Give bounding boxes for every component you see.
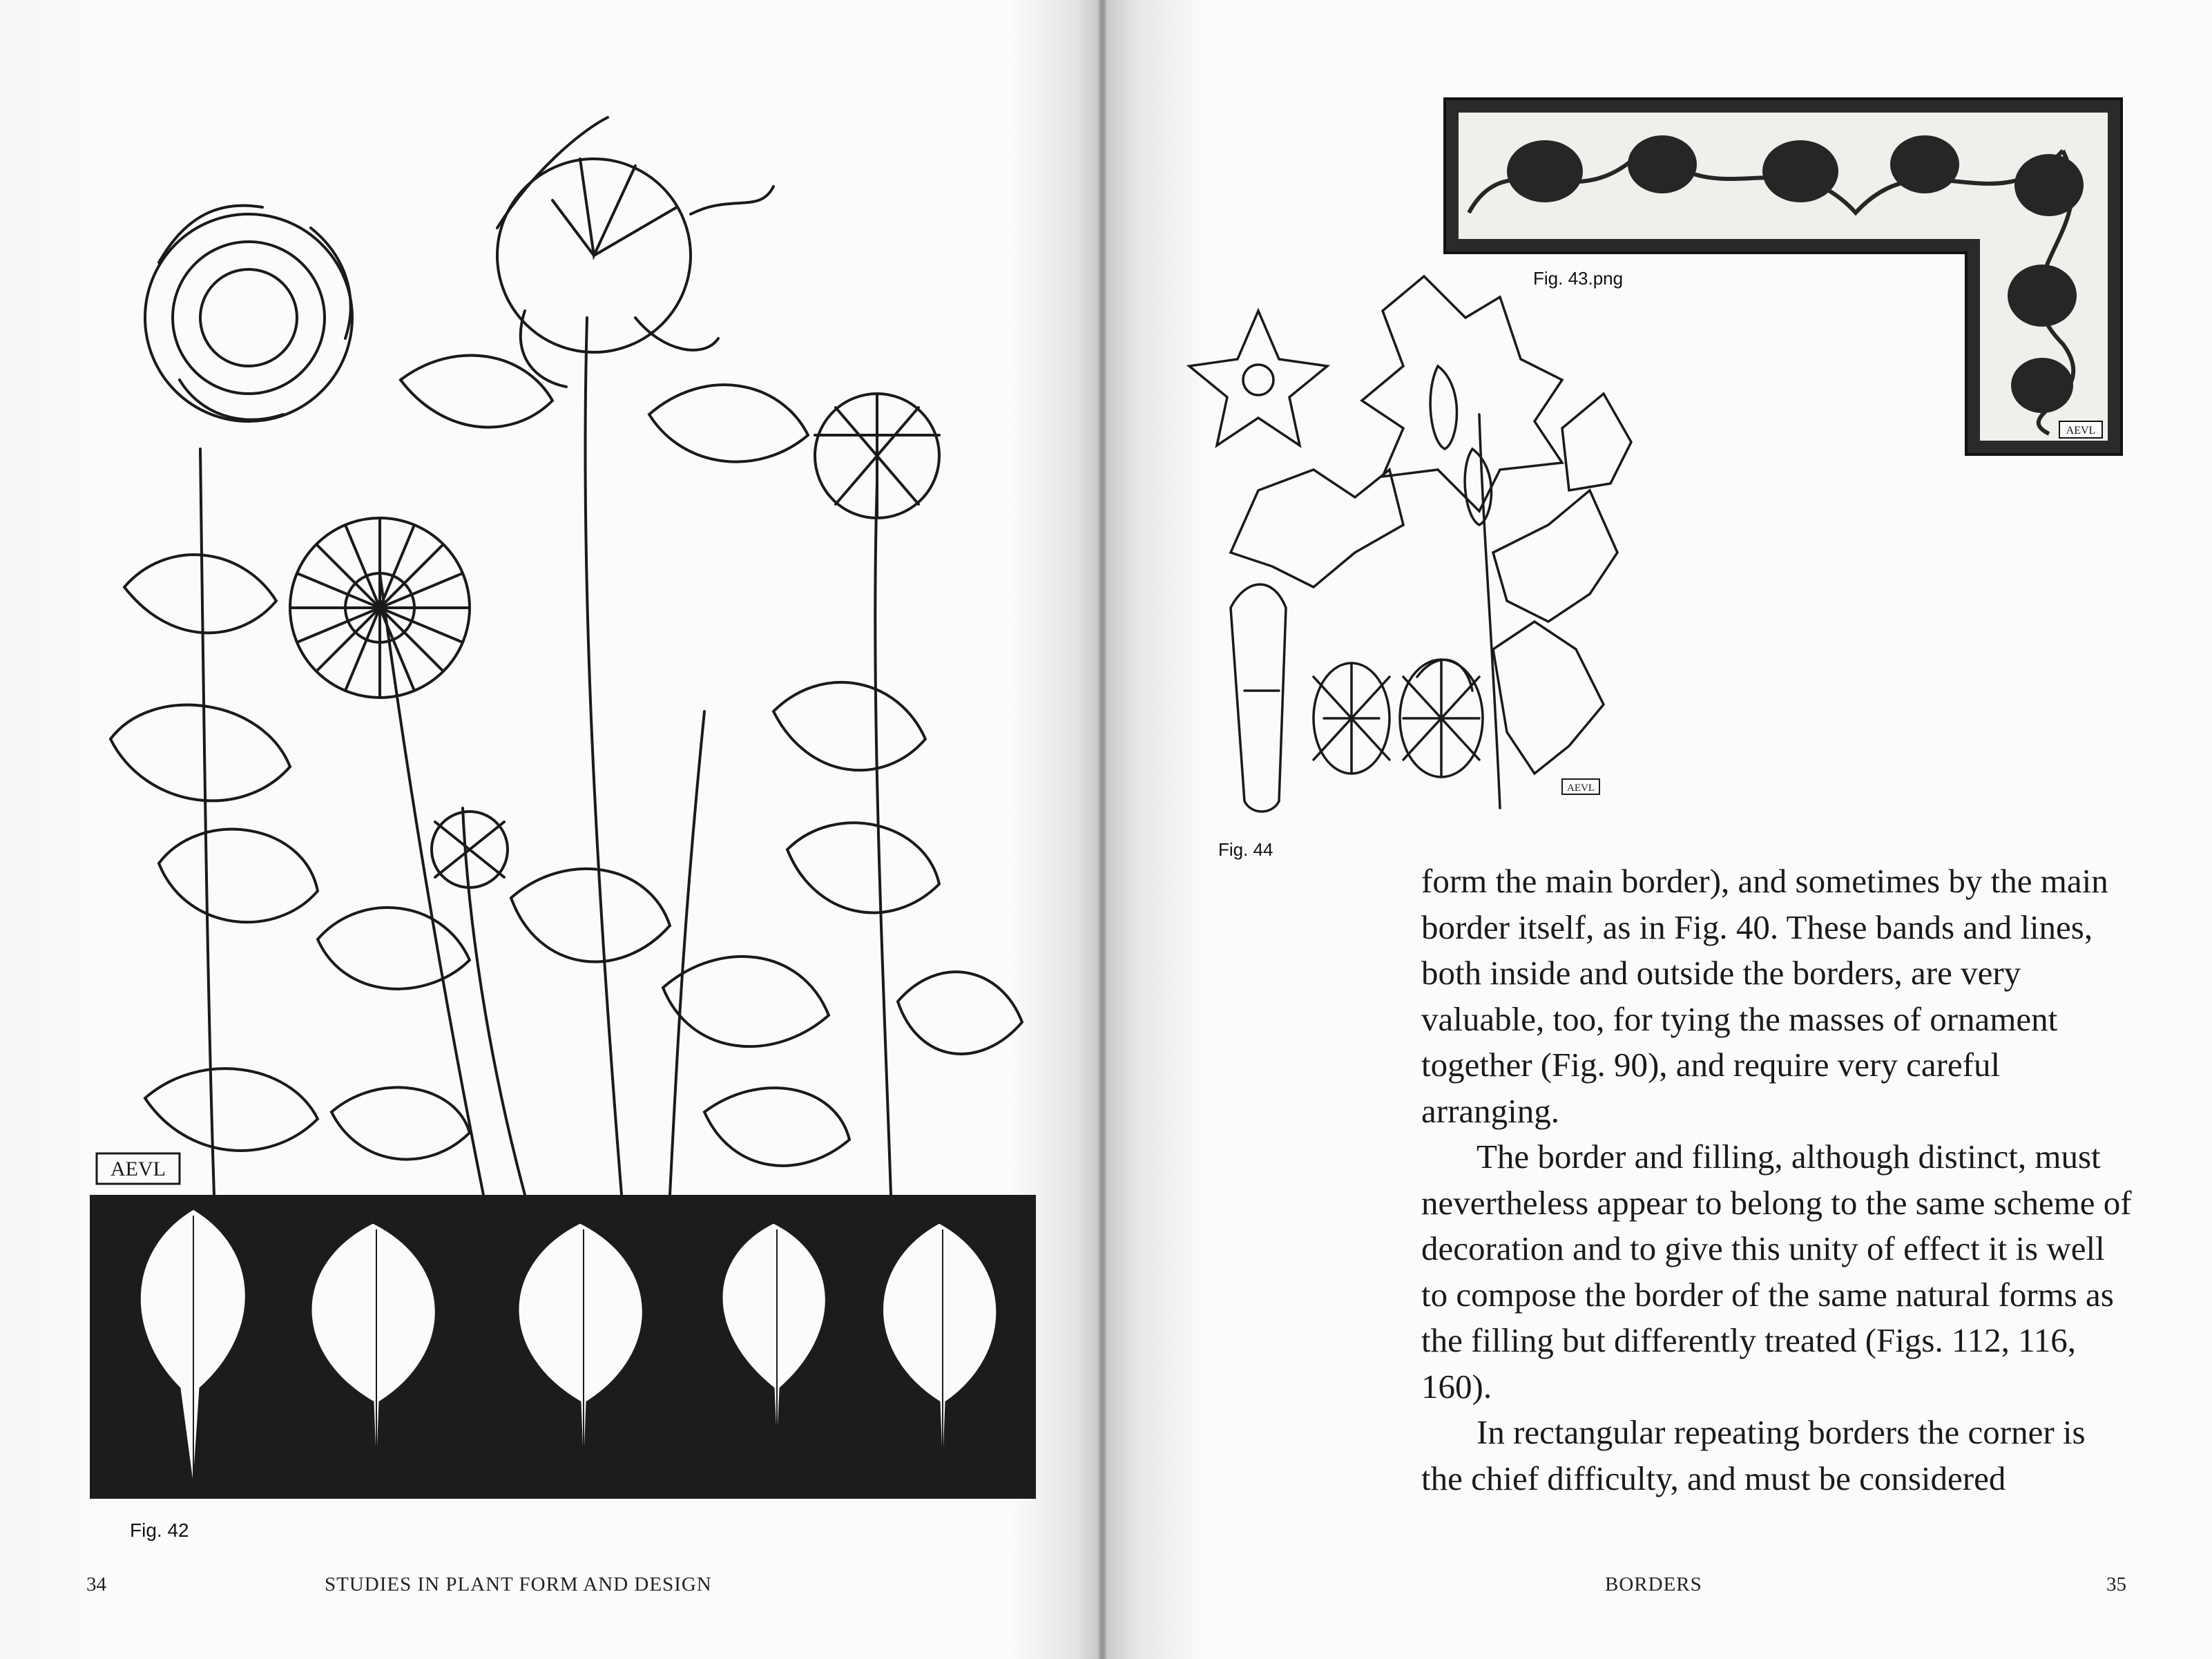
fig-42-monogram-label: AEVL (110, 1158, 166, 1180)
body-text (1421, 859, 2133, 1502)
fig-43-monogram-label: AEVL (2066, 425, 2096, 437)
running-head-right: BORDERS (1605, 1573, 1702, 1595)
fig-44-illustration (1175, 262, 1673, 822)
running-head-left: STUDIES IN PLANT FORM AND DESIGN (325, 1573, 712, 1595)
fig-42-illustration (83, 90, 1043, 1506)
fig-44-caption: Fig. 44 (1218, 839, 1273, 860)
fig-42-caption: Fig. 42 (130, 1519, 189, 1541)
fig-43-caption: Fig. 43.png (1533, 268, 1624, 289)
left-page (0, 0, 1098, 1659)
paragraph-2: The border and filling, although distinct, must nevertheless appear to belong to the same scheme of decoration and to give this unity of effect it is well to compose the border of the same natural forms as the filling but differently treated (Figs. 112, 116, 160). (1421, 1138, 2132, 1406)
book-gutter (1098, 0, 1106, 1659)
paragraph-3: In rectangular repeating borders the corner is the chief difficulty, and must be considered (1421, 1413, 2086, 1497)
fig-44-monogram-label: AEVL (1567, 783, 1595, 794)
page-number-right: 35 (2106, 1573, 2126, 1595)
paragraph-1: form the main border), and sometimes by the main border itself, as in Fig. 40. These bands and lines, both inside and outside the borders, are very valuable, too, for tying the masses of ornament together (Fig. 90), and require very careful arranging. (1421, 862, 2108, 1130)
page-number-left: 34 (86, 1573, 106, 1595)
